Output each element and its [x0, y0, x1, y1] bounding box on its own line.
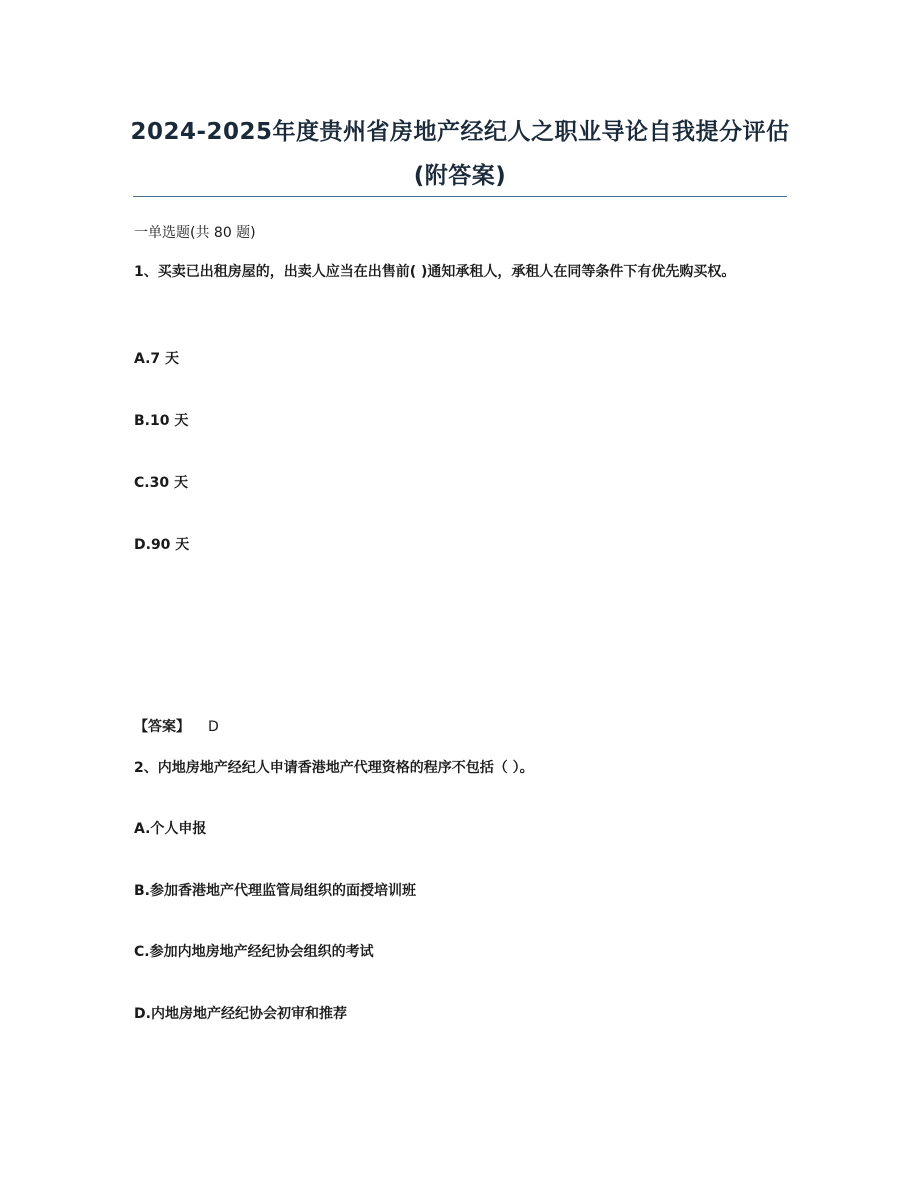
title-divider [133, 196, 787, 197]
question-1-answer [134, 714, 219, 740]
question-2-option-c: C.参加内地房地产经纪协会组织的考试 [134, 944, 374, 960]
question-1-option-a: A.7 天 [134, 351, 180, 367]
question-2-stem: 2、内地房地产经纪人申请香港地产代理资格的程序不包括（ ）。 [134, 760, 534, 776]
question-1-option-b: B.10 天 [134, 413, 189, 429]
document-title: 2024-2025年度贵州省房地产经纪人之职业导论自我提分评估(附答案) [130, 119, 790, 189]
section-heading: 一单选题(共 80 题) [134, 225, 256, 241]
answer-value: D [208, 719, 219, 735]
question-2-option-a: A.个人申报 [134, 821, 207, 837]
question-2-option-d: D.内地房地产经纪协会初审和推荐 [134, 1006, 347, 1022]
question-2-option-b: B.参加香港地产代理监管局组织的面授培训班 [134, 883, 416, 899]
question-1-option-c: C.30 天 [134, 475, 188, 491]
question-1-option-d: D.90 天 [134, 537, 190, 553]
question-1-stem: 1、买卖已出租房屋的，出卖人应当在出售前( )通知承租人，承租人在同等条件下有优先购买权。 [134, 264, 736, 280]
answer-label: 【答案】 [134, 719, 190, 735]
